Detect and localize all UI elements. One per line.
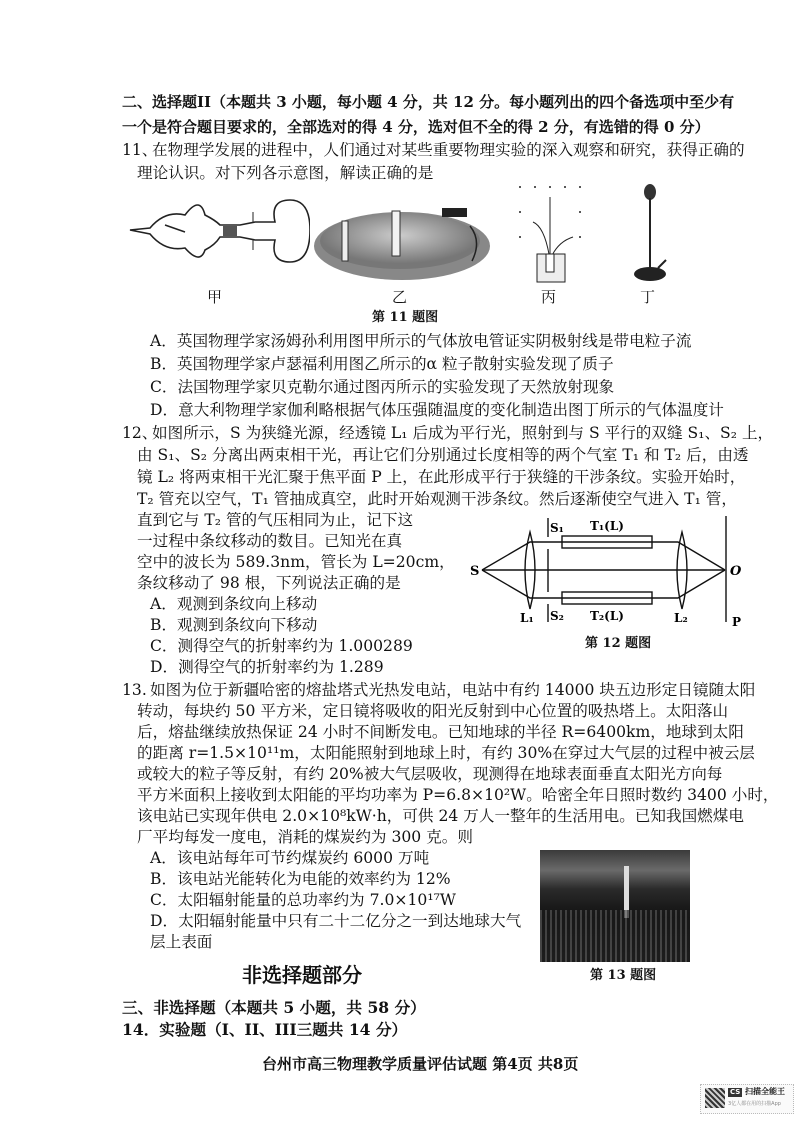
q12-text: 镜 L₂ 将两束相干光汇聚于焦平面 P 上，在此形成平行于狭缝的干涉条纹。实验开始时， [137, 468, 746, 486]
scanner-watermark [700, 1084, 794, 1114]
label-l2: L₂ [674, 611, 688, 625]
label-s2: S₂ [550, 609, 564, 623]
q12-option-c: C．测得空气的折射率约为 1.000289 [150, 637, 413, 655]
double-slit-interferometer-figure [470, 512, 770, 630]
cs-logo: CS [730, 1088, 741, 1096]
part-heading: 非选择题部分 [242, 963, 362, 987]
q12-text: 空中的波长为 589.3nm，管长为 L=20cm， [137, 553, 455, 571]
q14-header: 14．实验题（I、II、III三题共 14 分） [122, 1020, 408, 1039]
q12-option-d: D．测得空气的折射率约为 1.289 [150, 658, 384, 676]
q13-option-c: C．太阳辐射能量的总功率约为 7.0×10¹⁷W [150, 891, 456, 909]
q13-text: 该电站已实现年供电 2.0×10⁸kW·h，可供 24 万人一整年的生活用电。已知我国燃煤电 [137, 807, 744, 825]
q11-option-a: A．英国物理学家汤姆孙利用图甲所示的气体放电管证实阴极射线是带电粒子流 [150, 332, 692, 350]
q13-text: 如图为位于新疆哈密的熔盐塔式光热发电站，电站中有约 14000 块五边形定日镜随太阳 [150, 681, 756, 699]
q13-number: 13. [122, 681, 147, 699]
label-t1: T₁(L) [590, 519, 624, 533]
q12-text: 由 S₁、S₂ 分离出两束相干光，再让它们分别通过长度相等的两个气室 T₁ 和 T₂ 后，由透 [137, 446, 749, 464]
page-footer: 台州市高三物理教学质量评估试题 第4页 共8页 [262, 1055, 579, 1073]
label-s: S [470, 564, 480, 579]
q12-number: 12、 [122, 424, 158, 442]
solar-power-station-photo [540, 850, 690, 962]
section3-header: 三、非选择题（本题共 5 小题，共 58 分） [122, 998, 426, 1017]
q12-text: 条纹移动了 98 根，下列说法正确的是 [137, 574, 401, 592]
q13-option-a: A．该电站每年可节约煤炭约 6000 万吨 [150, 849, 430, 867]
section-header-line: 一个是符合题目要求的，全部选对的得 4 分，选对但不全的得 2 分，有选错的得 0 分） [122, 118, 710, 136]
q11-figure-caption: 第 11 题图 [372, 310, 439, 325]
label-p: P [732, 615, 742, 629]
q11-option-c: C．法国物理学家贝克勒尔通过图丙所示的实验发现了天然放射现象 [150, 378, 615, 396]
figure-label-jia: 甲 [207, 288, 223, 306]
label-o: O [730, 564, 742, 579]
q12-option-a: A．观测到条纹向上移动 [150, 595, 318, 613]
q13-text: 后，熔盐继续放热保证 24 小时不间断发电。已知地球的半径 R=6400km，地球到太阳 [137, 723, 744, 741]
figure-label-bing: 丙 [541, 288, 557, 306]
alpha-scattering-figure [312, 188, 492, 284]
q13-option-b: B．该电站光能转化为电能的效率约为 12% [150, 870, 451, 888]
q11-number: 11、 [122, 141, 158, 159]
q13-option-d-cont: 层上表面 [150, 933, 213, 951]
q11-text: 理论认识。对下列各示意图，解读正确的是 [137, 164, 434, 182]
q12-text: 直到它与 T₂ 管的气压相同为止，记下这 [137, 511, 414, 529]
q11-text: 在物理学发展的进程中，人们通过对某些重要物理实验的深入观察和研究，获得正确的 [152, 141, 745, 159]
figure-label-ding: 丁 [640, 288, 656, 306]
q13-text: 或较大的粒子等反射，有约 20%被大气层吸收，现测得在地球表面垂直太阳光方向每 [137, 765, 723, 783]
section-header-line: 二、选择题II（本题共 3 小题，每小题 4 分，共 12 分。每小题列出的四个备选项中至少有 [122, 93, 735, 111]
q13-text: 的距离 r=1.5×10¹¹m，太阳能照射到地球上时，有约 30%在穿过大气层的过程中被云层 [137, 744, 755, 762]
label-t2: T₂(L) [590, 609, 624, 623]
radiation-magnetic-field-figure [515, 182, 585, 284]
q12-text: 一过程中条纹移动的数目。已知光在真 [137, 532, 403, 550]
qr-code-icon [705, 1088, 725, 1108]
label-l1: L₁ [520, 611, 534, 625]
q13-text: 转动，每块约 50 平方米，定日镜将吸收的阳光反射到中心位置的吸热塔上。太阳落山 [137, 702, 729, 720]
q13-option-d: D．太阳辐射能量中只有二十二亿分之一到达地球大气 [150, 912, 522, 930]
q12-figure-caption: 第 12 题图 [585, 636, 652, 651]
label-s1: S₁ [550, 521, 564, 535]
watermark-subtitle: 3亿人都在用的扫描App [728, 1101, 781, 1107]
q12-option-b: B．观测到条纹向下移动 [150, 616, 318, 634]
q11-option-d: D．意大利物理学家伽利略根据气体压强随温度的变化制造出图丁所示的气体温度计 [150, 401, 724, 419]
q12-text: 如图所示，S 为狭缝光源，经透镜 L₁ 后成为平行光，照射到与 S 平行的双缝 S₁、S₂ 上， [152, 424, 774, 442]
q13-figure-caption: 第 13 题图 [590, 968, 657, 983]
galileo-thermometer-figure [628, 182, 678, 284]
q11-option-b: B．英国物理学家卢瑟福利用图乙所示的α 粒子散射实验发现了质子 [150, 355, 614, 373]
q12-text: T₂ 管充以空气，T₁ 管抽成真空，此时开始观测干涉条纹。然后逐渐使空气进入 T₁ 管， [137, 490, 737, 508]
discharge-tube-figure [125, 190, 310, 270]
q13-text: 厂平均每发一度电，消耗的煤炭约为 300 克。则 [137, 828, 473, 846]
q13-text: 平方米面积上接收到太阳能的平均功率为 P=6.8×10²W。哈密全年日照时数约 3400 小时， [137, 786, 779, 804]
watermark-title: 扫描全能王 [745, 1087, 785, 1096]
figure-label-yi: 乙 [392, 288, 408, 306]
